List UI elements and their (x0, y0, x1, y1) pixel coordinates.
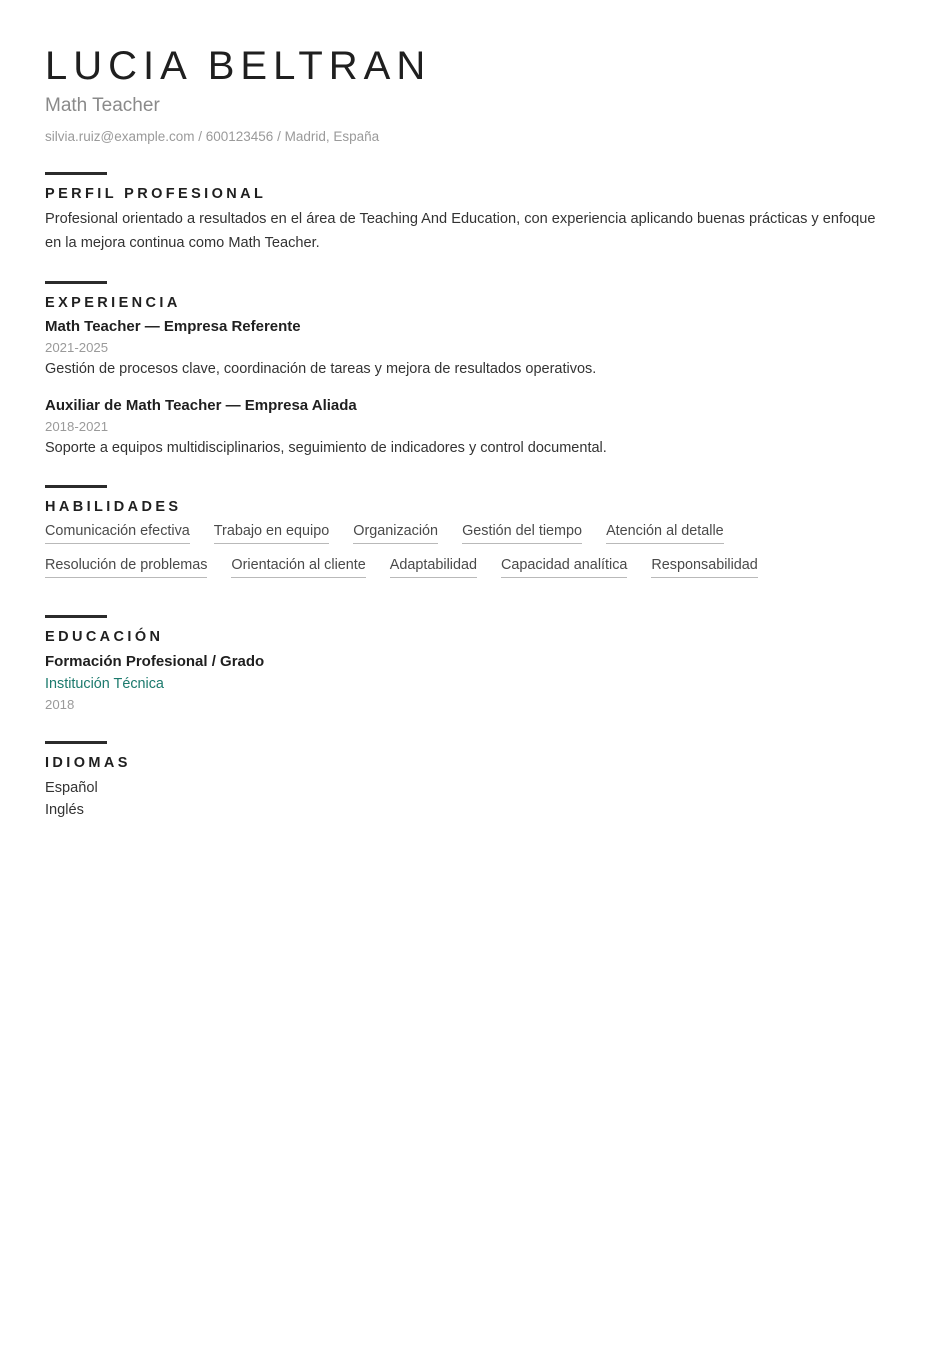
section-skills (45, 485, 894, 589)
skill-item: Adaptabilidad (390, 555, 477, 578)
experience-item (45, 396, 894, 459)
section-title-skills: HABILIDADES (45, 498, 182, 515)
section-divider (45, 485, 107, 488)
section-divider (45, 281, 107, 284)
skill-item: Gestión del tiempo (462, 521, 582, 544)
experience-role: Math Teacher — Empresa Referente (45, 317, 301, 335)
education-year: 2018 (45, 697, 75, 713)
experience-role: Auxiliar de Math Teacher — Empresa Aliada (45, 396, 357, 414)
skills-list (45, 521, 894, 589)
section-education (45, 615, 894, 715)
section-languages (45, 741, 894, 822)
skill-item: Atención al detalle (606, 521, 724, 544)
section-divider (45, 615, 107, 618)
skill-item: Comunicación efectiva (45, 521, 190, 544)
skill-item: Organización (353, 521, 438, 544)
skill-item: Trabajo en equipo (214, 521, 329, 544)
page-title: LUCIA BELTRAN (45, 44, 432, 88)
skill-item: Responsabilidad (651, 555, 757, 578)
section-title-languages: IDIOMAS (45, 754, 131, 771)
section-divider (45, 172, 107, 175)
language-item: Español (45, 779, 98, 796)
section-title-profile: PERFIL PROFESIONAL (45, 186, 267, 203)
section-divider (45, 741, 107, 744)
skill-item: Resolución de problemas (45, 555, 207, 578)
contact-line: silvia.ruiz@example.com / 600123456 / Madrid, España (45, 128, 380, 144)
section-profile (45, 172, 894, 254)
job-title: Math Teacher (45, 94, 160, 116)
profile-text: Profesional orientado a resultados en el área de Teaching And Education, con experiencia aplicando buenas prácticas y enfoque en la mejora continua como Math Teacher. (45, 211, 876, 251)
resume-header (45, 44, 894, 146)
section-title-education: EDUCACIÓN (45, 629, 164, 646)
section-experience (45, 281, 894, 459)
experience-dates: 2018-2021 (45, 418, 109, 434)
experience-item (45, 317, 894, 380)
skill-item: Capacidad analítica (501, 555, 627, 578)
education-school: Institución Técnica (45, 676, 164, 693)
experience-description: Soporte a equipos multidisciplinarios, seguimiento de indicadores y control documental. (45, 439, 607, 456)
education-degree: Formación Profesional / Grado (45, 653, 265, 671)
language-item: Inglés (45, 802, 84, 819)
experience-dates: 2021-2025 (45, 339, 109, 355)
section-title-experience: EXPERIENCIA (45, 294, 181, 311)
education-item (45, 651, 894, 715)
skill-item: Orientación al cliente (231, 555, 365, 578)
experience-description: Gestión de procesos clave, coordinación de tareas y mejora de resultados operativos. (45, 360, 597, 377)
